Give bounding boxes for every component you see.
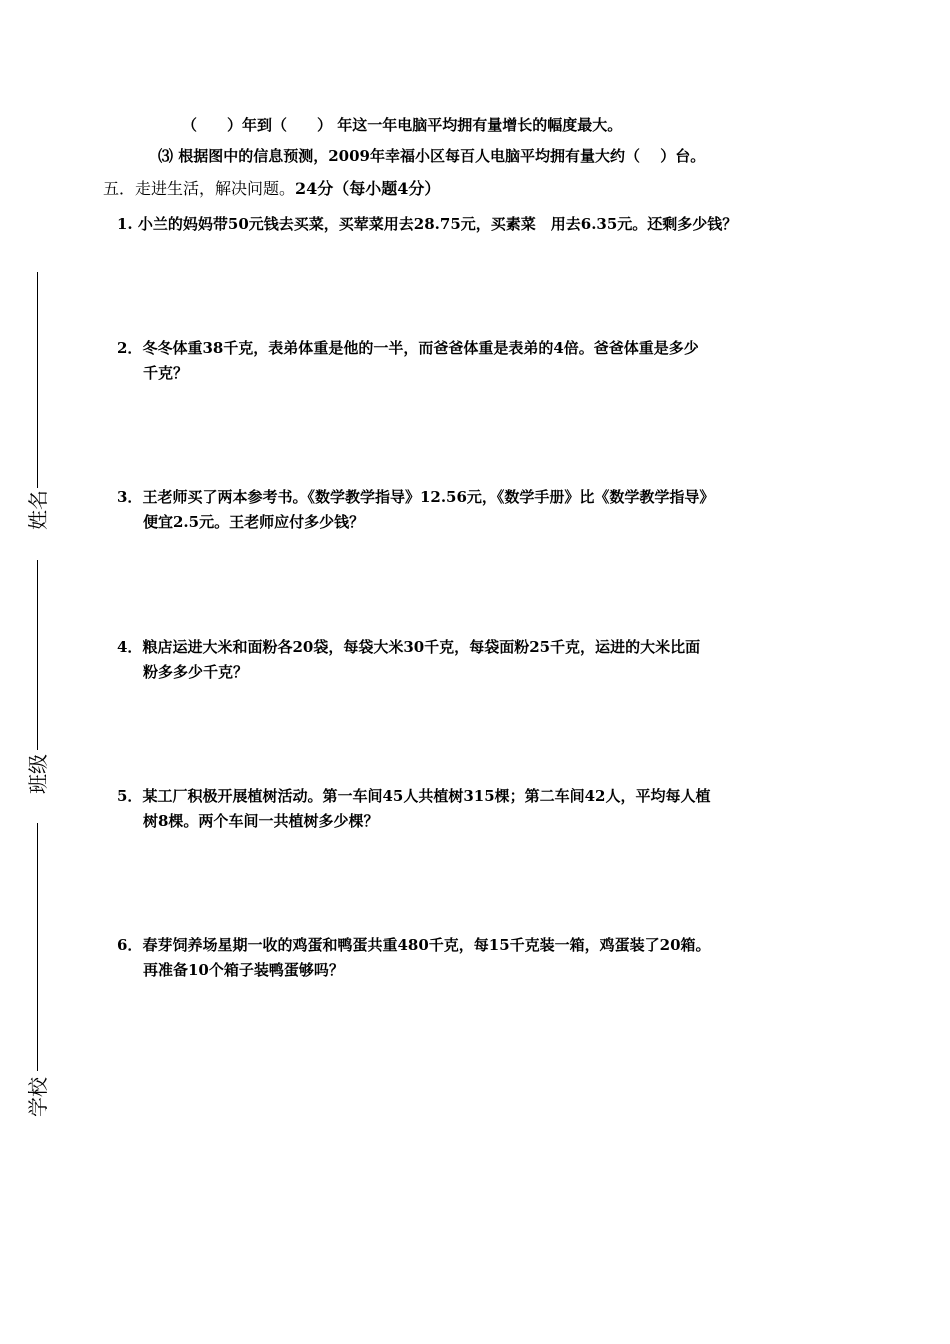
section-heading bbox=[103, 178, 440, 200]
problem-number: 2． bbox=[117, 339, 143, 357]
school-label: 学校 bbox=[26, 1077, 50, 1117]
problem-2-line-2: 千克？ bbox=[143, 364, 189, 382]
problem-text: 某工厂积极开展植树活动。第一车间45人共植树315棵；第二车间42人，平均每人植 bbox=[142, 787, 711, 805]
section-score: 24分（每小题4分） bbox=[295, 179, 441, 198]
problem-4-line-1 bbox=[117, 637, 700, 657]
problem-3-line-2: 便宜2.5元。王老师应付多少钱？ bbox=[143, 513, 365, 531]
chart-question-part3: ⑶ 根据图中的信息预测，2009年幸福小区每百人电脑平均拥有量大约（ ）台。 bbox=[158, 147, 706, 165]
problem-text: 小兰的妈妈带50元钱去买菜，买荤菜用去28.75元，买素菜 用去6.35元。还剩多少钱？ bbox=[137, 215, 738, 233]
problem-text: 王老师买了两本参考书。《数学教学指导》12.56元，《数学手册》比《数学教学指导》 bbox=[142, 488, 715, 506]
problem-text: 冬冬体重38千克，表弟体重是他的一半，而爸爸体重是表弟的4倍。爸爸体重是多少 bbox=[142, 339, 699, 357]
problem-number: 3． bbox=[117, 488, 143, 506]
problem-5-line-2: 树8棵。两个车间一共植树多少棵？ bbox=[143, 812, 379, 830]
section-title: 五．走进生活，解决问题。 bbox=[103, 179, 296, 198]
problem-text: 春芽饲养场星期一收的鸡蛋和鸭蛋共重480千克，每15千克装一箱，鸡蛋装了20箱。 bbox=[142, 936, 711, 954]
problem-4-line-2: 粉多多少千克？ bbox=[143, 663, 249, 681]
problem-number: 4． bbox=[117, 638, 143, 656]
name-label: 姓名 bbox=[26, 490, 50, 530]
problem-number: 6． bbox=[117, 936, 143, 954]
problem-1 bbox=[117, 214, 737, 234]
binding-line-top bbox=[37, 272, 38, 488]
chart-question-part2: （ ）年到（ ） 年这一年电脑平均拥有量增长的幅度最大。 bbox=[182, 116, 623, 134]
class-label: 班级 bbox=[26, 754, 50, 794]
problem-2-line-1 bbox=[117, 338, 699, 358]
problem-text: 粮店运进大米和面粉各20袋，每袋大米30千克，每袋面粉25千克，运进的大米比面 bbox=[142, 638, 701, 656]
binding-line-bottom bbox=[37, 823, 38, 1071]
problem-number: 5． bbox=[117, 787, 143, 805]
binding-line-middle bbox=[37, 560, 38, 750]
problem-3-line-1 bbox=[117, 487, 714, 507]
problem-6-line-2: 再准备10个箱子装鸭蛋够吗？ bbox=[143, 961, 344, 979]
problem-number: 1. bbox=[117, 215, 133, 233]
problem-6-line-1 bbox=[117, 935, 711, 955]
problem-5-line-1 bbox=[117, 786, 711, 806]
